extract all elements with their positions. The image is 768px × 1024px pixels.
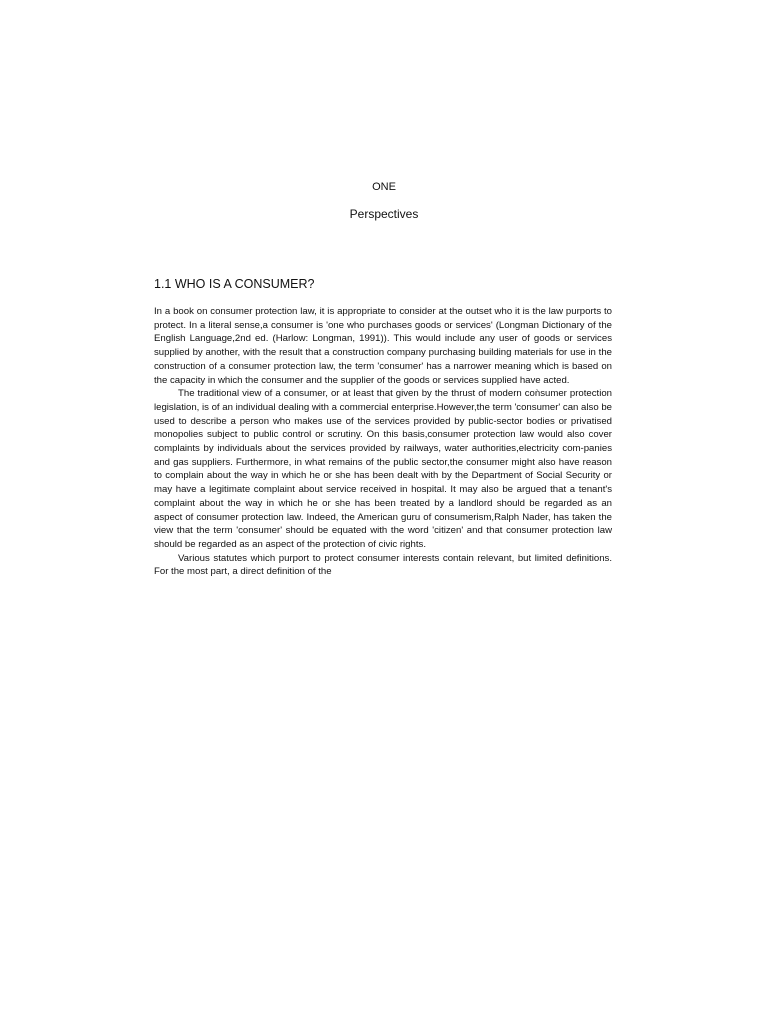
chapter-number: ONE — [372, 181, 396, 193]
body-text — [154, 305, 612, 579]
paragraph: Various statutes which purport to protect consumer interests contain relevant, but limited definitions. For the most part, a direct definition of the — [154, 552, 612, 578]
paragraph: In a book on consumer protection law, it is appropriate to consider at the outset who it is the law purports to protect. In a literal sense,a consumer is 'one who purchases goods or services' (Longman Dictionary of the English Language,2nd ed. (Harlow: Longman, 1991)). This would include any user of goods or services supplied by another, with the result that a construction company purchasing building materials for use in the construction of a consumer protection law, the term 'consumer' has a narrower meaning which is based on the capacity in which the consumer and the supplier of the goods or services supplied have acted. — [154, 306, 612, 386]
chapter-title: Perspectives — [349, 207, 419, 221]
paragraph: The traditional view of a consumer, or at least that given by the thrust of modern coǹsumer protection legislation, is of an individual dealing with a commercial enterprise.However,the term 'consumer' can also be used to describe a person who makes use of the services provided by public-sector bodies or privatised monopolies subject to public control or scrutiny. On this basis,consumer protection law would also cover complaints by individuals about the services provided by railways, water authorities,electricity com-panies and gas suppliers. Furthermore, in what remains of the public sector,the consumer might also have reason to complain about the way in which he or she has been dealt with by the Department of Social Security or may have a legitimate complaint about service received in hospital. It may also be argued that a tenant's complaint about the way in which he or she has been treated by a landlord should be regarded as an aspect of consumer protection law. Indeed, the American guru of consumerism,Ralph Nader, has taken the view that the term 'consumer' should be equated with the word 'citizen' and that consumer protection law should be regarded as an aspect of the protection of civic rights. — [154, 388, 612, 550]
section-heading: 1.1 WHO IS A CONSUMER? — [154, 277, 315, 291]
